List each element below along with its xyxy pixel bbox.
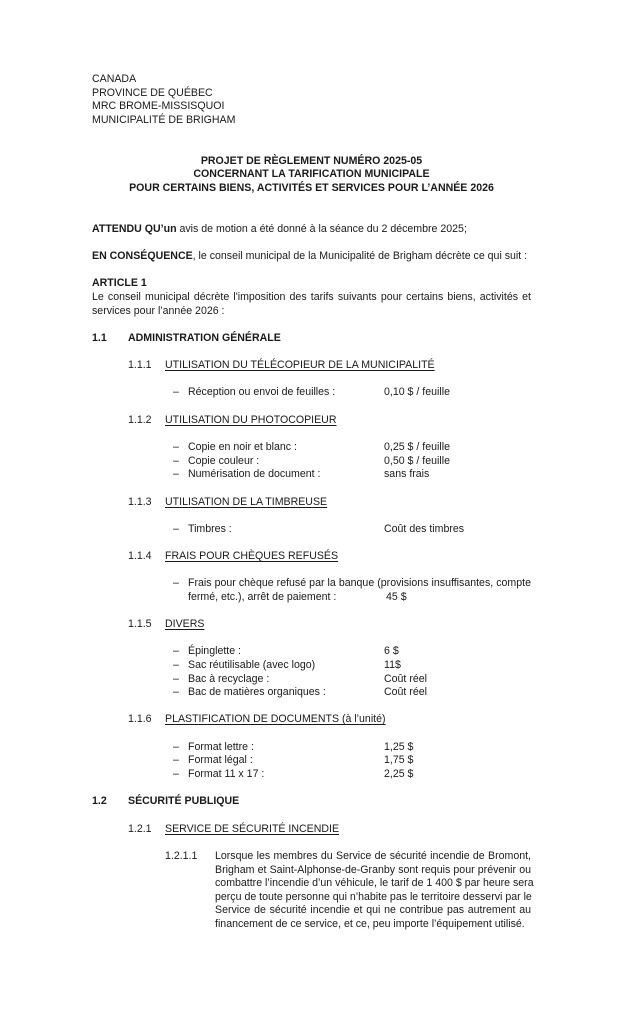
- attendu-label: ATTENDU QU’un: [92, 223, 177, 235]
- subsection-1-1-1-title: UTILISATION DU TÉLÉCOPIEUR DE LA MUNICIPALITÉ: [165, 359, 435, 371]
- fee-label: Sac réutilisable (avec logo): [188, 659, 316, 671]
- section-1-1-title: ADMINISTRATION GÉNÉRALE: [128, 332, 281, 344]
- fee-value: Coût des timbres: [384, 523, 465, 535]
- fee-value: 0,25 $ / feuille: [384, 441, 450, 453]
- subsection-1-2-1-title: SERVICE DE SÉCURITÉ INCENDIE: [165, 823, 340, 835]
- subsection-1-1-5-title: DIVERS: [165, 618, 205, 630]
- fee-value: 11$: [384, 659, 401, 671]
- clause-line-6: financement de ce service, et ce, peu importe l’équipement utilisé.: [215, 917, 525, 930]
- section-1-1-number: 1.1: [92, 332, 107, 344]
- subsection-1-1-2-title: UTILISATION DU PHOTOCOPIEUR: [165, 414, 337, 426]
- fee-label: Copie couleur :: [188, 455, 260, 467]
- cheque-fee-paragraph: [188, 577, 531, 591]
- fee-label: Format 11 x 17 :: [188, 768, 265, 780]
- header-mrc: MRC BROME-MISSISQUOI: [92, 100, 225, 112]
- subsection-1-1-3-title: UTILISATION DE LA TIMBREUSE: [165, 496, 328, 508]
- fee-value: Coût réel: [384, 686, 427, 698]
- fee-value: 2,25 $: [384, 768, 414, 780]
- fee-label: Format lettre :: [188, 741, 254, 753]
- dash-bullet: –: [173, 768, 179, 780]
- clause-line-3: combattre l’incendie d’un véhicule, le tarif de 1 400 $ par heure sera: [215, 877, 534, 890]
- dash-bullet: –: [173, 686, 179, 698]
- title-line-3: POUR CERTAINS BIENS, ACTIVITÉS ET SERVICES POUR L’ANNÉE 2026: [129, 182, 494, 194]
- clause-1-2-1-1-text: [215, 850, 534, 932]
- clause-line-5: Service de sécurité incendie et qui ne contribue pas autrement au: [215, 904, 531, 917]
- consequence-text: , le conseil municipal de la Municipalité de Brigham décrète ce qui suit :: [192, 250, 528, 262]
- title-line-2: CONCERNANT LA TARIFICATION MUNICIPALE: [193, 168, 430, 180]
- cheque-fee-line-1: Frais pour chèque refusé par la banque (provisions insuffisantes, compte: [188, 577, 531, 589]
- subsection-1-1-6-title: PLASTIFICATION DE DOCUMENTS (à l’unité): [165, 713, 386, 725]
- dash-bullet: –: [173, 577, 179, 589]
- dash-bullet: –: [173, 468, 179, 480]
- article-para-line-1: Le conseil municipal décrète l'imposition des tarifs suivants pour certains biens, activités et: [92, 291, 531, 303]
- fee-value: 1,25 $: [384, 741, 414, 753]
- subsection-1-1-1-number: 1.1.1: [128, 359, 152, 371]
- subsection-1-1-3-number: 1.1.3: [128, 496, 152, 508]
- dash-bullet: –: [173, 659, 179, 671]
- fee-value: Coût réel: [384, 673, 427, 685]
- fee-value: 6 $: [384, 645, 399, 657]
- consequence-paragraph: [92, 250, 527, 264]
- fee-value: 0,10 $ / feuille: [384, 386, 450, 398]
- dash-bullet: –: [173, 523, 179, 535]
- subsection-1-1-6-number: 1.1.6: [128, 713, 152, 725]
- attendu-text: avis de motion a été donné à la séance du 2 décembre 2025;: [176, 223, 467, 235]
- header-country: CANADA: [92, 73, 137, 85]
- clause-1-2-1-1-number: 1.2.1.1: [165, 850, 198, 862]
- clause-line-1: Lorsque les membres du Service de sécurité incendie de Bromont,: [215, 850, 531, 862]
- dash-bullet: –: [173, 673, 179, 685]
- article-paragraph: [92, 291, 531, 318]
- dash-bullet: –: [173, 386, 179, 398]
- fee-label: Épinglette :: [188, 645, 242, 657]
- article-para-line-2: services pour l’année 2026 :: [92, 304, 225, 317]
- dash-bullet: –: [173, 645, 179, 657]
- title-line-1: PROJET DE RÈGLEMENT NUMÉRO 2025-05: [200, 155, 423, 167]
- section-1-2-number: 1.2: [92, 795, 107, 807]
- fee-label: Timbres :: [188, 523, 232, 535]
- fee-value: 1,75 $: [384, 754, 414, 766]
- fee-label: Réception ou envoi de feuilles :: [188, 386, 336, 398]
- fee-label: Bac à recyclage :: [188, 673, 270, 685]
- dash-bullet: –: [173, 754, 179, 766]
- subsection-1-1-2-number: 1.1.2: [128, 414, 152, 426]
- subsection-1-1-4-number: 1.1.4: [128, 550, 152, 562]
- header-province: PROVINCE DE QUÉBEC: [92, 87, 213, 99]
- fee-value: sans frais: [384, 468, 430, 480]
- section-1-2-title: SÉCURITÉ PUBLIQUE: [128, 795, 240, 807]
- article-heading: ARTICLE 1: [92, 277, 147, 289]
- clause-line-4: perçu de toute personne qui n’habite pas le territoire desservi par le: [215, 890, 532, 903]
- dash-bullet: –: [173, 441, 179, 453]
- header-municipality: MUNICIPALITÉ DE BRIGHAM: [92, 114, 236, 126]
- fee-label: Numérisation de document :: [188, 468, 321, 480]
- subsection-1-1-4-title: FRAIS POUR CHÈQUES REFUSÉS: [165, 550, 339, 562]
- fee-label: Format légal :: [188, 754, 253, 766]
- subsection-1-1-5-number: 1.1.5: [128, 618, 152, 630]
- cheque-fee-line-2: fermé, etc.), arrêt de paiement :: [188, 591, 337, 603]
- attendu-paragraph: [92, 223, 467, 237]
- clause-line-2: Brigham et Saint-Alphonse-de-Granby sont requis pour prévenir ou: [215, 863, 531, 876]
- fee-label: Bac de matières organiques :: [188, 686, 326, 698]
- subsection-1-2-1-number: 1.2.1: [128, 823, 152, 835]
- cheque-fee-value: 45 $: [386, 591, 407, 603]
- dash-bullet: –: [173, 741, 179, 753]
- dash-bullet: –: [173, 455, 179, 467]
- consequence-label: EN CONSÉQUENCE: [92, 250, 193, 262]
- fee-label: Copie en noir et blanc :: [188, 441, 297, 453]
- fee-value: 0,50 $ / feuille: [384, 455, 450, 467]
